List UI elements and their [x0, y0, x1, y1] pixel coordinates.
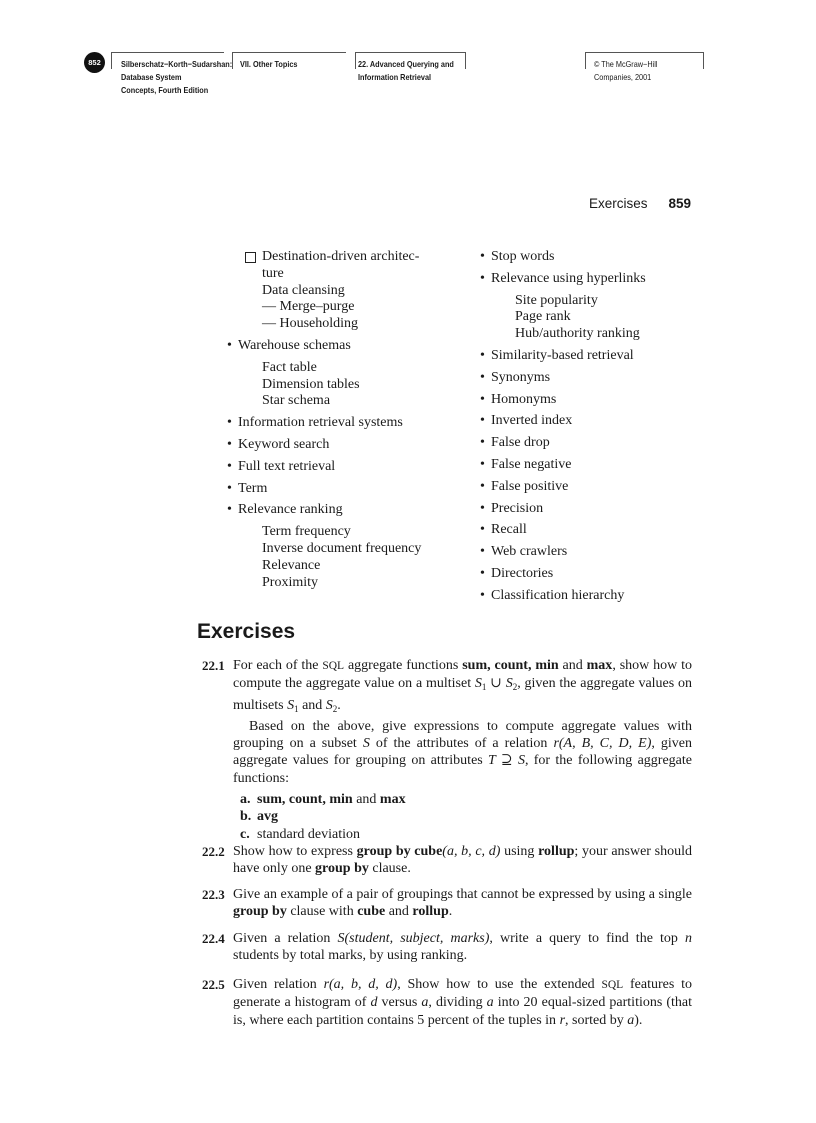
header-rule: [111, 52, 224, 53]
list-item: • Homonyms: [480, 392, 710, 409]
list-item: • Stop words: [480, 249, 710, 266]
exercise-22-2: [202, 843, 692, 878]
list-item: Data cleansing: [262, 282, 345, 298]
list-item: • Term: [227, 481, 457, 498]
list-item: • Precision: [480, 501, 710, 518]
exercise-number: 22.1: [202, 658, 225, 673]
list-item: • Synonyms: [480, 370, 710, 387]
header-copyright: © The McGraw−Hill Companies, 2001: [594, 59, 658, 82]
header-rule: [355, 52, 465, 53]
list-item: Relevance: [262, 557, 321, 573]
header-tick: [465, 52, 466, 69]
list-item: • Relevance ranking: [227, 502, 457, 519]
list-item: Term frequency: [262, 524, 351, 540]
header-rule: [232, 52, 346, 53]
list-item: Proximity: [262, 574, 319, 590]
exercise-text: Show how to express group by cube(a, b, c, d) using rollup; your answer should have only one group by clause.: [233, 844, 692, 877]
header-book-title: Silberschatz−Korth−Sudarshan: Database System Concepts, Fourth Edition: [121, 59, 233, 95]
list-item: • Web crawlers: [480, 544, 710, 561]
list-item: • Recall: [480, 522, 710, 539]
list-item: • False negative: [480, 457, 710, 474]
exercise-text: Give an example of a pair of groupings that cannot be expressed by using a single group by clause with cube and rollup.: [233, 887, 692, 920]
list-item: Inverse document frequency: [262, 540, 422, 556]
list-item: • False positive: [480, 479, 710, 496]
exercise-text: Given relation r(a, b, d, d), Show how to use the extended SQL features to generate a histogram of d versus a, dividing a into 20 equal-sized partitions (that is, where each partition contains 5 percent of the tuples in r, sorted by a).: [233, 977, 693, 1028]
list-item: • Warehouse schemas: [227, 338, 457, 355]
header-part: VII. Other Topics: [240, 59, 298, 69]
exercises-heading: Exercises: [197, 620, 296, 643]
list-item: • Information retrieval systems: [227, 415, 457, 432]
list-item: b. avg: [240, 809, 278, 825]
list-item: c. standard deviation: [240, 826, 361, 842]
list-item: • Directories: [480, 566, 710, 583]
exercise-22-3: [202, 886, 692, 921]
exercise-text: Given a relation S(student, subject, marks), write a query to find the top n students by total marks, by using ranking.: [233, 931, 693, 964]
list-item: Destination-driven architec-: [227, 249, 457, 266]
list-item: • Inverted index: [480, 413, 710, 430]
list-item: • Relevance using hyperlinks: [480, 271, 710, 288]
header-tick: [355, 52, 356, 69]
list-item: Star schema: [262, 393, 331, 409]
header-tick: [585, 52, 586, 69]
exercise-22-4: [202, 930, 693, 965]
list-item: a. sum, count, min and max: [240, 792, 406, 808]
exercise-22-1: [202, 657, 693, 843]
exercise-number: 22.5: [202, 977, 225, 992]
running-head: [589, 196, 691, 211]
header-tick: [703, 52, 704, 69]
checkbox-square-icon: [245, 252, 256, 263]
terms-left-column: [227, 249, 457, 591]
header-chapter: 22. Advanced Querying and Information Retrieval: [358, 59, 454, 82]
exercise-number: 22.2: [202, 844, 225, 859]
exercise-text: For each of the SQL aggregate functions sum, count, min and max, show how to compute the aggregate value on a multiset $S_1$ ∪ $S_2$, given the aggregate values on multisets $S_1$ and $S_2$.: [233, 658, 693, 714]
exercise-number: 22.3: [202, 887, 225, 902]
list-item: • Full text retrieval: [227, 459, 457, 476]
terms-right-column: [480, 249, 710, 605]
header-rule: [585, 52, 703, 53]
list-item: Dimension tables: [262, 376, 360, 392]
list-item: • Classification hierarchy: [480, 588, 710, 605]
list-item: Page rank: [515, 309, 571, 325]
list-item: Fact table: [262, 359, 317, 375]
list-item: ture: [262, 265, 284, 281]
running-head-section: Exercises: [588, 196, 648, 211]
list-item: — Householding: [262, 316, 359, 332]
exercise-text: Based on the above, give expressions to compute aggregate values with grouping on a subset S of the attributes of a relation r(A, B, C, D, E), given aggregate values for grouping on attributes T ⊇ S, for the following aggregate functions:: [233, 718, 692, 786]
page-number-badge: 852: [84, 52, 105, 73]
list-item: • False drop: [480, 435, 710, 452]
list-item: Site popularity: [515, 292, 598, 308]
list-item: • Keyword search: [227, 437, 457, 454]
exercise-number: 22.4: [202, 931, 225, 946]
exercise-22-5: [202, 976, 693, 1029]
running-head-page: 859: [668, 196, 691, 211]
list-item: Hub/authority ranking: [515, 326, 640, 342]
list-item: — Merge–purge: [262, 299, 355, 315]
exercise-subitems: [240, 791, 692, 843]
list-item: • Similarity-based retrieval: [480, 348, 710, 365]
header-tick: [111, 52, 112, 69]
